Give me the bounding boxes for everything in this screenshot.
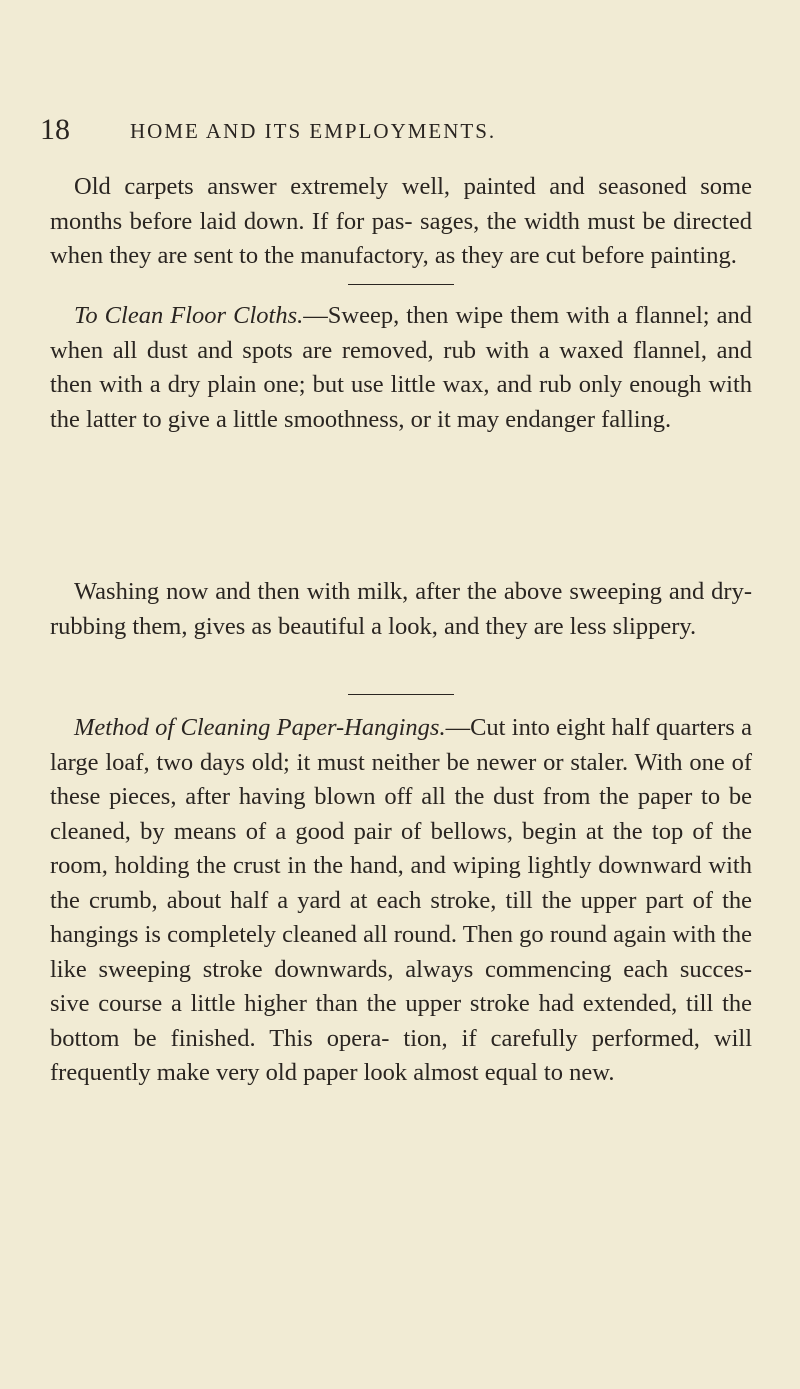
section-divider — [348, 284, 454, 285]
section-heading-paper-hangings: Method of Cleaning Paper-Hangings. — [74, 714, 446, 741]
paragraph-washing — [50, 575, 752, 644]
page-header — [40, 112, 750, 148]
running-head: HOME AND ITS EMPLOYMENTS. — [130, 119, 497, 143]
paragraph-paper-hangings — [50, 711, 752, 1091]
paragraph-text: Old carpets answer extremely well, painted and seasoned some months before laid down. If for pas- sages, the width must be directed when they are sent to the manufactory, as they are cut before painting. — [50, 173, 752, 269]
section-heading-floor-cloths: To Clean Floor Cloths. — [74, 302, 304, 329]
paragraph-text: Washing now and then with milk, after the above sweeping and dry-rubbing them, gives as beautiful a look, and they are less slippery. — [50, 578, 752, 640]
page-number: 18 — [40, 113, 70, 146]
paragraph-carpets — [50, 170, 752, 274]
paragraph-floor-cloths — [50, 299, 752, 437]
section-divider — [348, 694, 454, 695]
paragraph-text: —Cut into eight half quarters a large loaf, two days old; it must neither be newer or staler. With one of these pieces, after having blown off all the dust from the paper to be cleaned, by means of a good pair of bellows, begin at the top of the room, holding the crust in the hand, and wiping lightly downward with the crumb, about half a yard at each stroke, till the upper part of the hangings is completely cleaned all round. Then go round again with the like sweeping stroke downwards, always commencing each succes- sive course a little higher than the upper stroke had extended, till the bottom be finished. This opera- tion, if carefully performed, will frequently make very old paper look almost equal to new. — [50, 714, 752, 1086]
paragraph-text: —Sweep, then wipe them with a flannel; and when all dust and spots are removed, rub with a waxed flannel, and then with a dry plain one; but use little wax, and rub only enough with the latter to give a little smoothness, or it may endanger falling. — [50, 302, 753, 433]
